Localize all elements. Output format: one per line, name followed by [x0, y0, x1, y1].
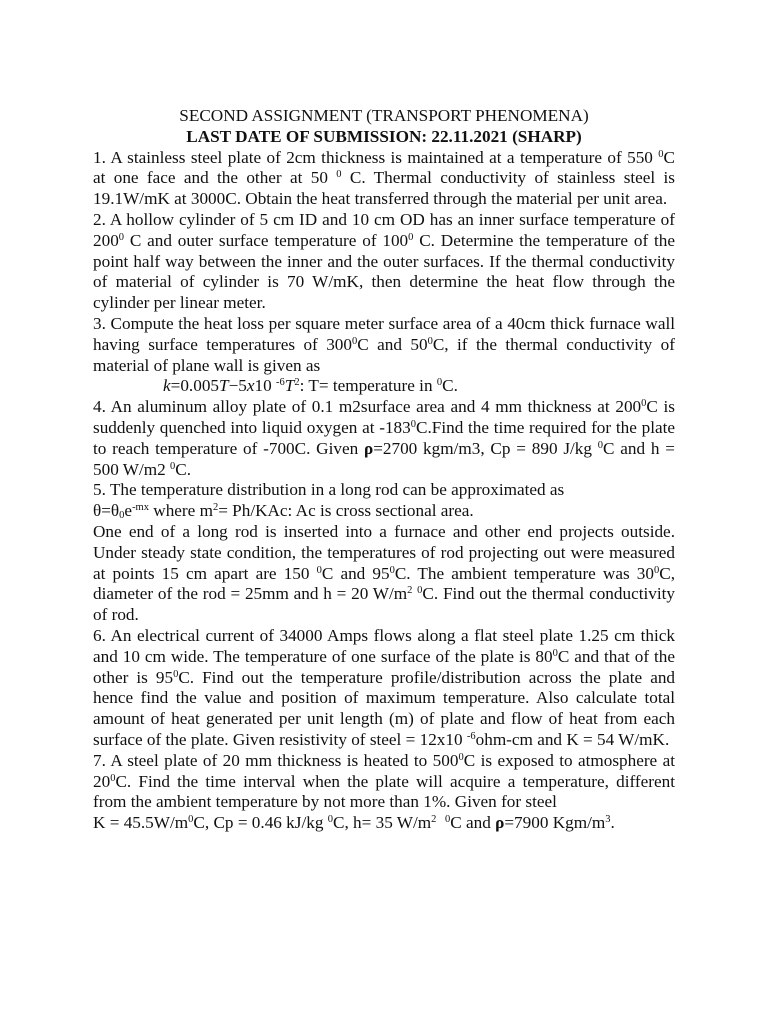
question-5-body: One end of a long rod is inserted into a furnace and other end projects outside. Under steady state condition, the temperatures of rod projecting out were measured at points 15 cm apart are 150 $^0$C and $95^0C$. The ambient temperature was $30^0C$, diameter of the rod = 25mm and h = 20 $W/m^2$ $^0$C. Find out the thermal conductivity of rod. [93, 521, 675, 625]
submission-deadline: LAST DATE OF SUBMISSION: 22.11.2021 (SHARP) [186, 126, 582, 146]
degree-superscript: 0 [173, 668, 179, 680]
degree-superscript: 0 [597, 439, 604, 451]
question-6: 6. An electrical current of 34000 Amps flows along a flat steel plate 1.25 cm thick and 10 cm wide. The temperature of one surface of the plate is $80^0C$ and that of the other is $95^0C$. Find out the temperature profile/distribution across the plate and hence find the value and position of maximum temperature. Also calculate total amount of heat generated per unit length (m) of plate and flow of heat from each surface of the plate. Given resistivity of steel = 12x10 $^{-6}$ohm-cm and K = 54 W/mK. [93, 625, 676, 749]
degree-superscript: 0 [336, 169, 342, 181]
degree-superscript: 0 [110, 772, 116, 784]
degree-superscript: 0 [408, 231, 414, 243]
question-1: 1. A stainless steel plate of 2cm thickness is maintained at a temperature of 550 $^0$C at one face and the other at 50 $^0$ C. Thermal conductivity of stainless steel is 19.1W/mK at 3000C. Obtain the heat transferred through the material per unit area. [93, 147, 675, 209]
degree-superscript: 0 [658, 148, 664, 160]
rho-symbol: ρ [363, 438, 374, 458]
degree-superscript: 0 [316, 564, 322, 576]
temperature-distribution-formula: $\theta=\theta_0e^{-mx}$ where $m^2= Ph/KAc$: Ac is cross sectional area. [93, 501, 474, 522]
degree-superscript: 0 [653, 564, 660, 576]
assignment-title: SECOND ASSIGNMENT (TRANSPORT PHENOMENA) [179, 106, 589, 125]
degree-superscript: 0 [327, 814, 333, 826]
degree-superscript: 0 [118, 231, 125, 243]
question-2: 2. A hollow cylinder of 5 cm ID and 10 cm OD has an inner surface temperature of $200^0$ C and outer surface temperature of $100^0$ C. Determine the temperature of the point half way between the inner and the outer surfaces. If the thermal conductivity of material of cylinder is 70 W/mK, then determine the heat flow through the cylinder per linear meter. [93, 209, 675, 313]
degree-superscript: 0 [417, 585, 423, 597]
degree-superscript: 0 [170, 460, 176, 472]
assignment-page [93, 106, 675, 834]
degree-superscript: 0 [410, 418, 416, 430]
degree-superscript: 0 [436, 377, 443, 389]
degree-superscript: 0 [641, 398, 647, 410]
degree-superscript: 0 [427, 335, 433, 347]
degree-superscript: 0 [552, 647, 558, 659]
rho-symbol: ρ [495, 813, 505, 833]
degree-superscript: 0 [445, 814, 451, 826]
degree-superscript: 0 [188, 814, 194, 826]
question-5: 5. The temperature distribution in a long rod can be approximated as [93, 480, 565, 500]
degree-superscript: 0 [351, 335, 358, 347]
conductivity-formula: k=0.005T−5x10 $^{-6}T^2$: T= temperature in $^0$C. [163, 376, 458, 396]
question-4: 4. An aluminum alloy plate of 0.1 m2surface area and 4 mm thickness at $200^0C$ is suddenly quenched into liquid oxygen at $-183^0C.Find$ the time required for the plate to reach temperature of -700C. Given ρ=2700 kgm/m3, Cp = 890 J/kg $^0$C and h = 500 W/m2 $^0$C. [93, 397, 675, 479]
question-7: 7. A steel plate of 20 mm thickness is heated to $500^0C$ is exposed to atmosphere at $20^0C$. Find the time interval when the plate will acquire a temperature, different from the ambient temperature by not more than 1%. Given for steel [93, 750, 676, 812]
degree-superscript: 0 [389, 564, 395, 576]
steel-properties: $K = 45.5W/m^0C$, Cp = 0.46 kJ/kg $^0$C, h= 35 $W/m^2$ $^0$C and ρ=7900 Kgm/$m^3$. [93, 813, 615, 833]
question-3: 3. Compute the heat loss per square meter surface area of a 40cm thick furnace wall having surface temperatures of $300^0C$ and $50^0C$, if the thermal conductivity of material of plane wall is given as [93, 313, 675, 375]
degree-superscript: 0 [458, 751, 464, 763]
